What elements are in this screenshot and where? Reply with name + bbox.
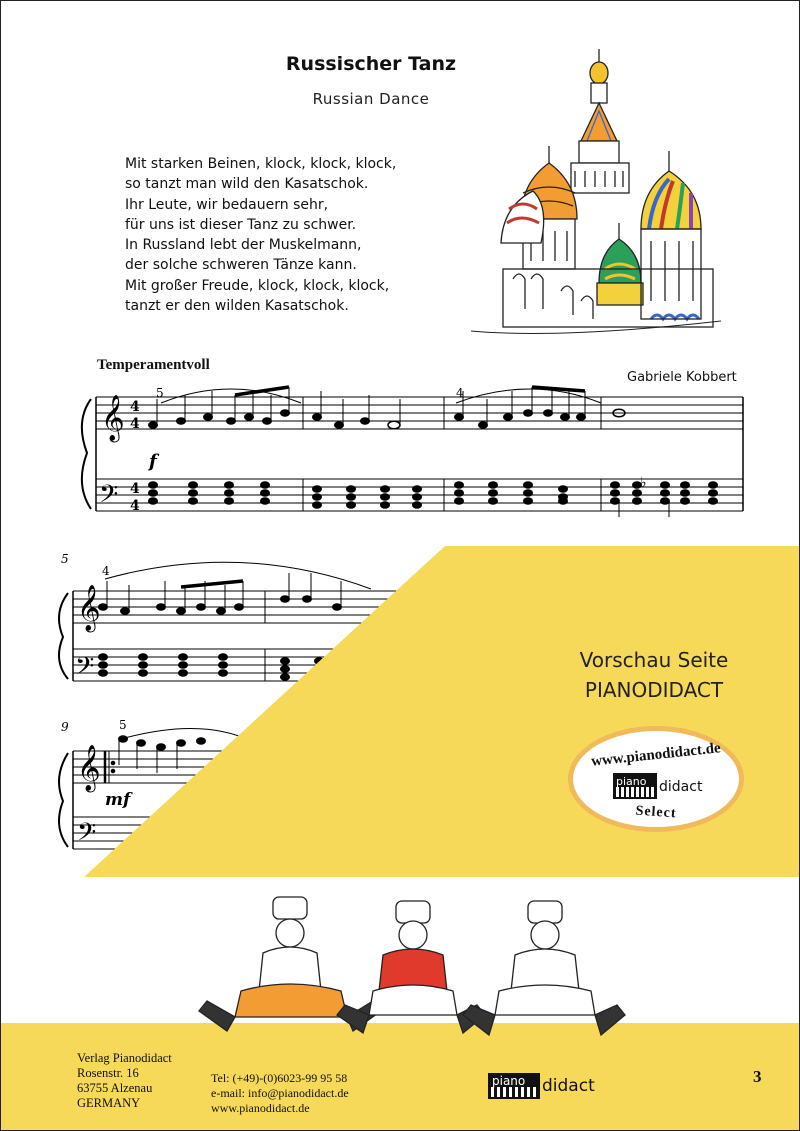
page-number: 3 [753,1067,762,1086]
fingering: 5 [119,718,127,732]
svg-text:didact: didact [542,1076,595,1096]
tempo-marking: Temperamentvoll [97,357,210,373]
bass-clef-icon: 𝄢 [99,480,119,515]
publisher-address [77,1051,172,1111]
flat-icon: ♭ [640,475,647,491]
time-signature: 4 [130,481,140,497]
contact-email[interactable]: e-mail: info@pianodidact.de [211,1086,349,1100]
poem-line: In Russland lebt der Muskelmann, [125,237,362,254]
poem-line: der solche schweren Tänze kann. [125,257,357,274]
pianodidact-select-badge [568,726,744,832]
dynamic-marking: f [149,451,157,472]
treble-clef-icon: 𝄞 [77,585,101,631]
address-line: GERMANY [77,1096,141,1110]
svg-text:piano: piano [492,1074,526,1088]
bass-clef-icon: 𝄢 [77,818,97,853]
fingering: 5 [156,386,164,400]
treble-clef-icon: 𝄞 [101,395,125,441]
badge-url: www.pianodidact.de [590,740,722,770]
poem-line: für uns ist dieser Tanz zu schwer. [125,216,357,233]
measure-number: 9 [61,720,69,734]
preview-line: PIANODIDACT [584,678,724,702]
piece-subtitle: Russian Dance [312,90,430,108]
music-notation [1,1,800,1131]
poem-line: tanzt er den wilden Kasatschok. [125,298,349,315]
dynamic-marking: mf [105,790,131,810]
publisher-contact [211,1071,349,1116]
address-line: Verlag Pianodidact [77,1051,172,1065]
preview-label [539,645,769,705]
poem-line: so tanzt man wild den Kasatschok. [125,176,369,193]
fingering: 4 [456,386,464,400]
time-signature: 4 [130,498,140,514]
contact-phone: Tel: (+49)-(0)6023-99 95 58 [211,1071,348,1085]
composer-name: Gabriele Kobbert [627,370,737,385]
preview-line: Vorschau Seite [579,648,729,672]
pianodidact-logo-icon [613,773,705,799]
svg-text:didact: didact [659,779,703,795]
poem-line: Mit starken Beinen, klock, klock, klock, [125,156,397,172]
badge-select: Select [635,803,677,822]
measure-number: 5 [61,552,69,566]
poem-line: Ihr Leute, wir bedauern sehr, [125,196,329,213]
svg-text:piano: piano [616,775,647,788]
address-line: Rosenstr. 16 [77,1066,139,1080]
time-signature: 4 [130,416,140,432]
fingering: 4 [102,564,110,578]
poem-line: Mit großer Freude, klock, klock, klock, [125,277,390,294]
time-signature: 4 [130,399,140,415]
contact-website[interactable]: www.pianodidact.de [211,1101,310,1115]
bass-clef-icon: 𝄢 [75,652,95,687]
treble-clef-icon: 𝄞 [77,745,101,791]
system1-treble-staff [96,397,743,429]
address-line: 63755 Alzenau [77,1081,153,1095]
piece-title: Russischer Tanz [285,53,457,75]
pianodidact-logo-icon [488,1071,600,1101]
